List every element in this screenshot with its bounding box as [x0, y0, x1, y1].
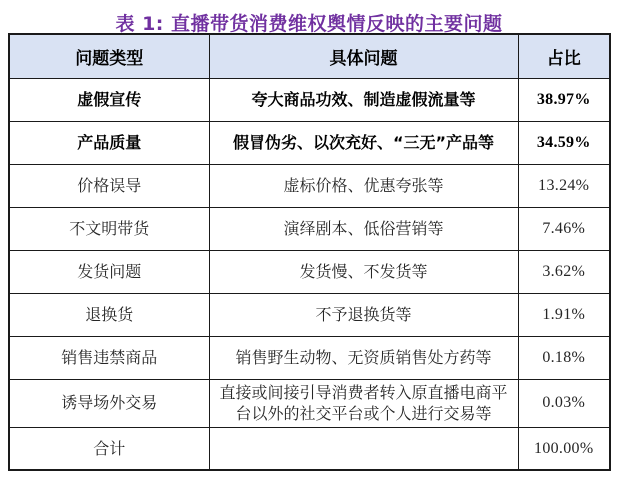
cell-problem-type: 合计	[9, 427, 209, 470]
table-row	[9, 78, 610, 121]
cell-percentage: 0.03%	[518, 379, 610, 427]
table-row	[9, 164, 610, 207]
cell-problem-type: 价格误导	[9, 164, 209, 207]
complaints-table	[8, 33, 611, 471]
header-specific-issue: 具体问题	[209, 34, 518, 78]
cell-specific-issue: 虚标价格、优惠夸张等	[209, 164, 518, 207]
cell-percentage: 38.97%	[518, 78, 610, 121]
cell-problem-type: 不文明带货	[9, 207, 209, 250]
cell-problem-type: 虚假宣传	[9, 78, 209, 121]
header-problem-type: 问题类型	[9, 34, 209, 78]
table-row-total	[9, 427, 610, 470]
cell-specific-issue: 不予退换货等	[209, 293, 518, 336]
cell-specific-issue	[209, 427, 518, 470]
table-row	[9, 293, 610, 336]
cell-specific-issue: 假冒伪劣、以次充好、“三无”产品等	[209, 121, 518, 164]
cell-problem-type: 产品质量	[9, 121, 209, 164]
table-row	[9, 379, 610, 427]
cell-percentage: 1.91%	[518, 293, 610, 336]
cell-specific-issue: 夸大商品功效、制造虚假流量等	[209, 78, 518, 121]
cell-percentage: 100.00%	[518, 427, 610, 470]
cell-percentage: 13.24%	[518, 164, 610, 207]
table-row	[9, 336, 610, 379]
cell-percentage: 0.18%	[518, 336, 610, 379]
cell-percentage: 3.62%	[518, 250, 610, 293]
cell-problem-type: 发货问题	[9, 250, 209, 293]
cell-problem-type: 退换货	[9, 293, 209, 336]
cell-problem-type: 诱导场外交易	[9, 379, 209, 427]
cell-percentage: 34.59%	[518, 121, 610, 164]
table-row	[9, 207, 610, 250]
table-header-row	[9, 34, 610, 78]
header-percentage: 占比	[518, 34, 610, 78]
cell-percentage: 7.46%	[518, 207, 610, 250]
cell-problem-type: 销售违禁商品	[9, 336, 209, 379]
table-row	[9, 121, 610, 164]
cell-specific-issue: 销售野生动物、无资质销售处方药等	[209, 336, 518, 379]
cell-specific-issue: 演绎剧本、低俗营销等	[209, 207, 518, 250]
table-row	[9, 250, 610, 293]
page-title: 表 1: 直播带货消费维权舆情反映的主要问题	[115, 13, 503, 35]
cell-specific-issue: 发货慢、不发货等	[209, 250, 518, 293]
cell-specific-issue: 直接或间接引导消费者转入原直播电商平台以外的社交平台或个人进行交易等	[209, 379, 518, 427]
